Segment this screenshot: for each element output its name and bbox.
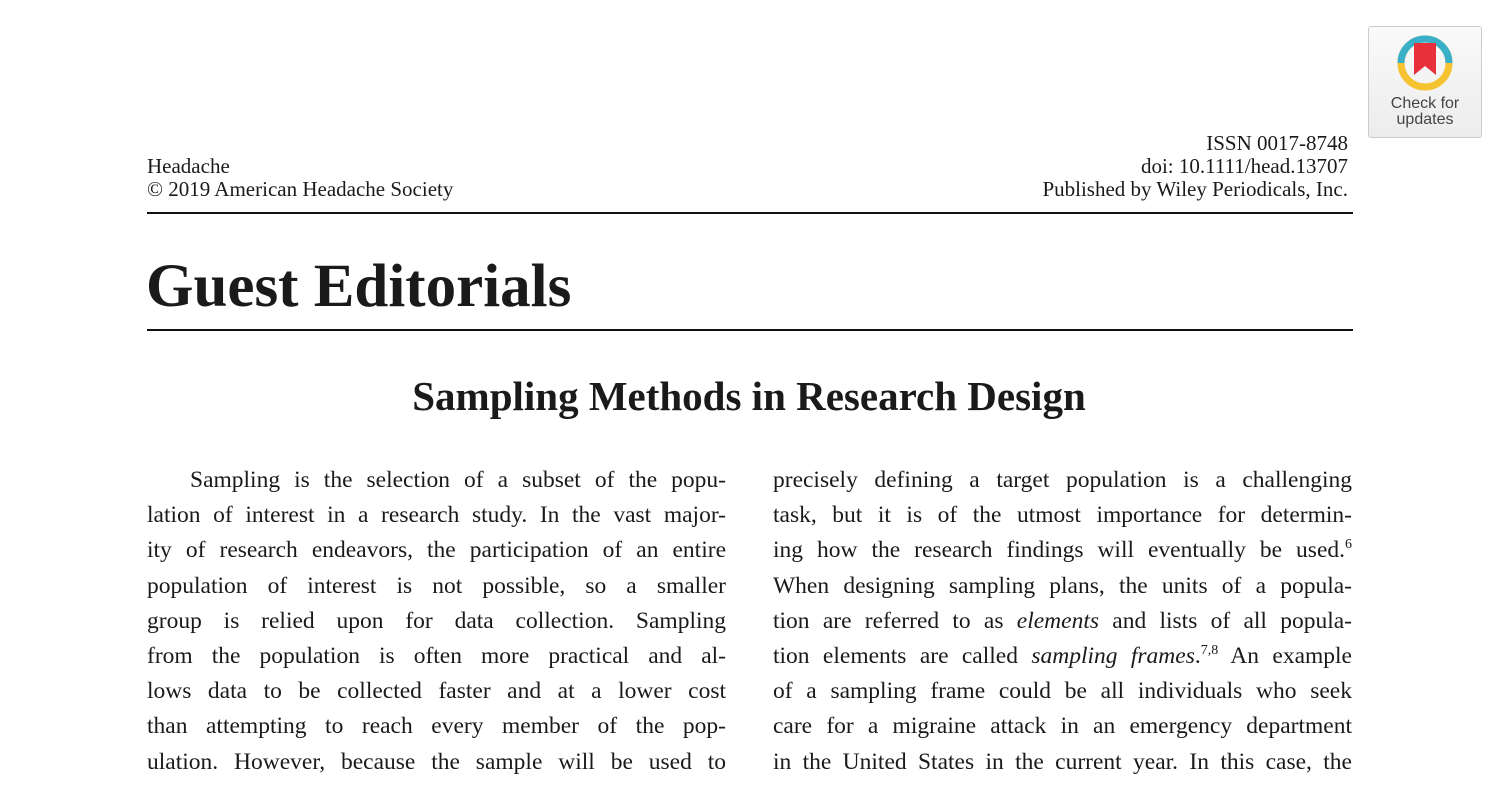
- text-line: [773, 533, 1352, 568]
- text-line: [773, 604, 1352, 639]
- text-line: [773, 498, 1352, 533]
- text-span: group is relied upon for data collection. Sampling: [147, 607, 726, 634]
- publication-info: [1042, 132, 1348, 201]
- check-for-updates-badge[interactable]: [1368, 26, 1482, 138]
- text-line: [147, 463, 726, 498]
- text-line: [147, 533, 726, 568]
- text-span: than attempting to reach every member of the pop-: [147, 713, 726, 740]
- text-span: Sampling is the selection of a subset of the popu-: [190, 467, 726, 493]
- citation-superscript: 6: [1345, 537, 1352, 553]
- text-span: lows data to be collected faster and at a lower cost: [147, 678, 726, 705]
- text-line: [147, 604, 726, 639]
- text-span: precisely defining a target population is a challenging: [773, 467, 1352, 493]
- text-line: [773, 709, 1352, 744]
- title-divider: [147, 329, 1353, 331]
- header-divider: [147, 212, 1353, 214]
- text-line: [773, 463, 1352, 498]
- text-span: tion are referred to as: [773, 607, 1017, 634]
- text-span: task, but it is of the utmost importance for determin-: [773, 502, 1352, 529]
- badge-label: Check for updates: [1390, 95, 1460, 128]
- text-line: [773, 745, 1352, 780]
- text-span: from the population is often more practical and al-: [147, 642, 726, 669]
- article-title: Sampling Methods in Research Design: [412, 373, 1086, 419]
- text-span: ing how the research findings will eventually be used.: [773, 537, 1345, 564]
- text-line: [773, 674, 1352, 709]
- text-span: tion elements are called: [773, 642, 1032, 669]
- section-title: Guest Editorials: [146, 253, 572, 320]
- text-span: .: [1194, 642, 1201, 669]
- text-line: [147, 709, 726, 744]
- text-line: [147, 745, 726, 780]
- text-line: [773, 569, 1352, 604]
- text-span: An example: [1218, 642, 1352, 669]
- text-span: of a sampling frame could be all individuals who seek: [773, 678, 1352, 705]
- text-line: [147, 674, 726, 709]
- text-span: ity of research endeavors, the participation of an entire: [147, 537, 726, 564]
- text-line: [773, 639, 1352, 674]
- text-span: in the United States in the current year. In this case, the: [773, 748, 1352, 775]
- issn: ISSN 0017-8748: [1206, 131, 1348, 155]
- text-span: ulation. However, because the sample will be used to: [147, 748, 726, 775]
- text-span: lation of interest in a research study. In the vast major-: [147, 502, 726, 529]
- italic-term: sampling frames: [1031, 642, 1195, 669]
- text-line: [147, 569, 726, 604]
- citation-superscript: 7,8: [1200, 642, 1219, 658]
- publisher: Published by Wiley Periodicals, Inc.: [1042, 177, 1348, 201]
- text-span: population of interest is not possible, so a smaller: [147, 572, 726, 599]
- copyright: © 2019 American Headache Society: [147, 177, 454, 201]
- text-line: [147, 639, 726, 674]
- journal-info: [147, 155, 453, 201]
- text-span: and lists of all popula-: [1099, 607, 1352, 634]
- right-column: [773, 463, 1352, 780]
- journal-name: Headache: [147, 154, 230, 178]
- text-span: care for a migraine attack in an emergency department: [773, 713, 1352, 740]
- text-span: When designing sampling plans, the units of a popula-: [773, 572, 1352, 599]
- doi: doi: 10.1111/head.13707: [1140, 154, 1348, 178]
- crossmark-icon: [1369, 27, 1481, 97]
- text-line: [147, 498, 726, 533]
- italic-term: elements: [1016, 607, 1099, 634]
- left-column: [147, 463, 726, 780]
